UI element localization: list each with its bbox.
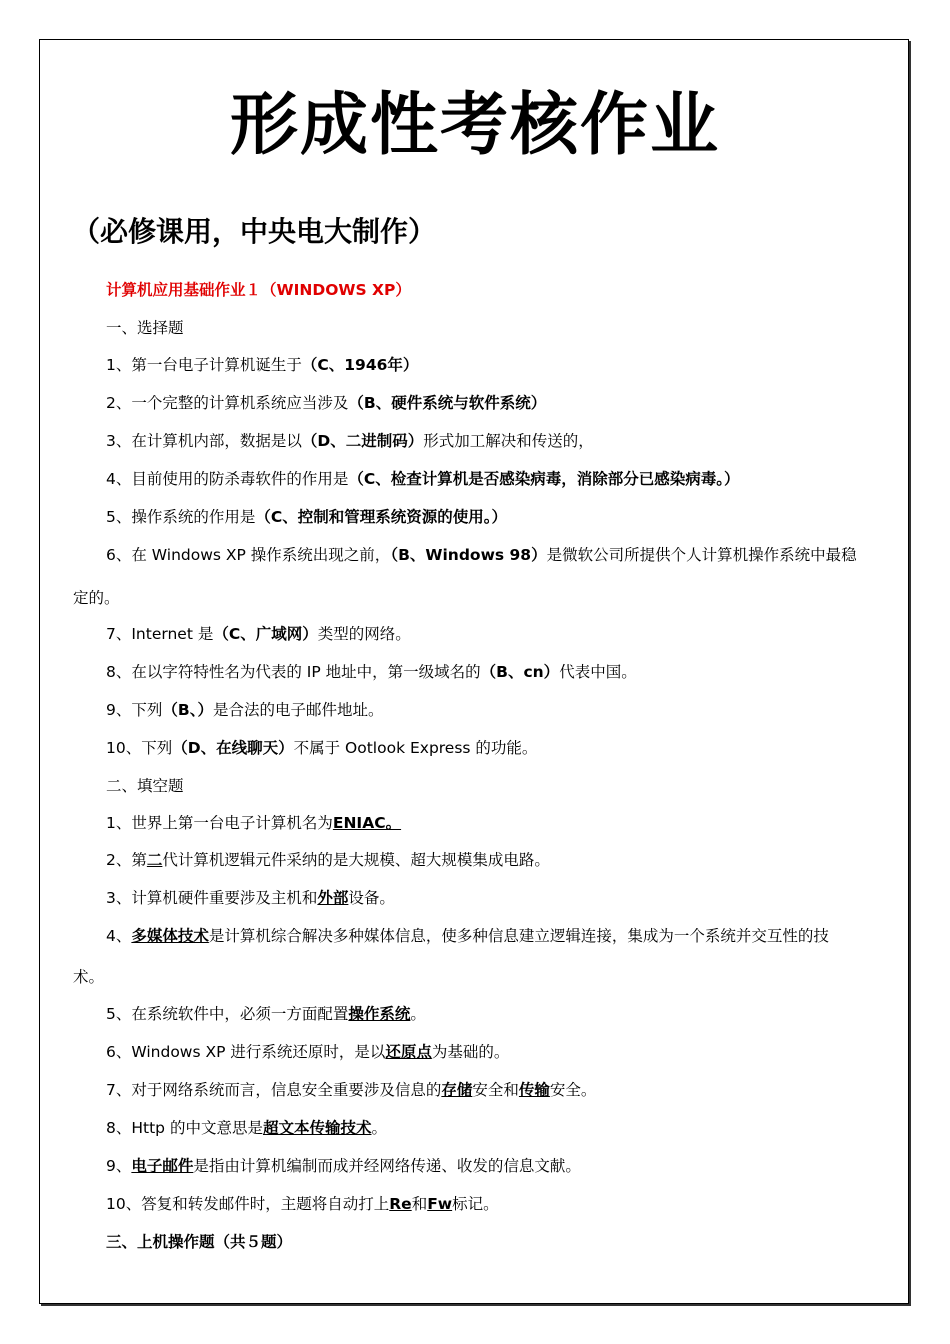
fill-text: 9、: [106, 1157, 132, 1175]
fill-text: 6、Windows XP 进行系统还原时，是以: [106, 1043, 386, 1061]
question-text: 7、Internet 是: [106, 625, 214, 643]
answer: （C、控制和管理系统资源的使用。）: [255, 508, 508, 526]
fill-text-middle: 安全和: [472, 1081, 519, 1099]
question-text-end: 类型的网络。: [317, 625, 411, 643]
fill-8: [106, 1117, 387, 1139]
question-5: [106, 506, 507, 528]
answer: （B、）: [162, 701, 213, 719]
question-text: 3、在计算机内部，数据是以: [106, 432, 302, 450]
fill-text: 10、答复和转发邮件时，主题将自动打上: [106, 1195, 390, 1213]
fill-10: [106, 1193, 499, 1215]
fill-answer-1: 存储: [441, 1081, 473, 1099]
question-8: [106, 661, 637, 683]
fill-answer: 多媒体技术: [131, 927, 209, 945]
question-text-end: 不属于 Ootlook Express 的功能。: [293, 739, 538, 757]
fill-answer-2: 传输: [518, 1081, 550, 1099]
fill-text: 4、: [106, 927, 132, 945]
question-text: 5、操作系统的作用是: [106, 508, 256, 526]
answer: （C、检查计算机是否感染病毒，消除部分已感染病毒。）: [348, 470, 740, 488]
question-text-end: 形式加工解决和传送的，: [423, 432, 594, 450]
fill-text-middle: 和: [411, 1195, 428, 1213]
question-text-end: 是微软公司所提供个人计算机操作系统中最稳: [546, 546, 857, 564]
fill-4-continuation: 术。: [73, 968, 105, 986]
question-text: 2、一个完整的计算机系统应当涉及: [106, 394, 349, 412]
question-text: 8、在以字符特性名为代表的 IP 地址中，第一级域名的: [106, 663, 481, 681]
fill-text: 3、计算机硬件重要涉及主机和: [106, 889, 318, 907]
answer: （C、广域网）: [213, 625, 318, 643]
fill-answer-1: Re: [389, 1195, 412, 1213]
answer: （B、cn）: [480, 663, 560, 681]
fill-text-end: 。: [371, 1119, 387, 1137]
fill-answer: 外部: [317, 889, 349, 907]
fill-text-end: 代计算机逻辑元件采纳的是大规模、超大规模集成电路。: [162, 851, 550, 869]
fill-3: [106, 887, 395, 909]
answer: （B、硬件系统与软件系统）: [348, 394, 547, 412]
answer: （B、Windows 98）: [390, 546, 547, 564]
fill-2: [106, 849, 550, 871]
fill-answer: 还原点: [385, 1043, 432, 1061]
question-text-end: 是合法的电子邮件地址。: [212, 701, 384, 719]
question-text: 1、第一台电子计算机诞生于: [106, 356, 302, 374]
fill-7: [106, 1079, 596, 1101]
answer: （D、在线聊天）: [172, 739, 294, 757]
section1-heading: 一、选择题: [106, 319, 184, 337]
fill-text-end: 。: [410, 1005, 426, 1023]
fill-answer: 操作系统: [348, 1005, 411, 1023]
question-text: 6、在 Windows XP 操作系统出现之前，: [106, 546, 391, 564]
question-9: [106, 699, 383, 721]
fill-text: 7、对于网络系统而言，信息安全重要涉及信息的: [106, 1081, 442, 1099]
question-text-end: 代表中国。: [559, 663, 637, 681]
fill-text: 8、Http 的中文意思是: [106, 1119, 263, 1137]
question-10: [106, 737, 537, 759]
question-text: 10、下列: [106, 739, 173, 757]
fill-answer: 电子邮件: [131, 1157, 194, 1175]
question-6: [106, 544, 857, 566]
fill-text-end: 是指由计算机编制而成并经网络传递、收发的信息文献。: [193, 1157, 581, 1175]
question-text: 4、目前使用的防杀毒软件的作用是: [106, 470, 349, 488]
section3-heading: 三、上机操作题（共５题）: [106, 1233, 293, 1251]
question-1: [106, 354, 418, 376]
fill-answer: 超文本传输技术: [262, 1119, 372, 1137]
fill-text: 2、第: [106, 851, 147, 869]
fill-answer-2: Fw: [427, 1195, 453, 1213]
answer: （D、二进制码）: [301, 432, 424, 450]
fill-text-end: 设备。: [348, 889, 395, 907]
fill-5: [106, 1003, 426, 1025]
fill-text-end: 安全。: [549, 1081, 597, 1099]
assignment-heading: 计算机应用基础作业１（WINDOWS XP）: [106, 281, 411, 299]
page-subtitle: （必修课用，中央电大制作）: [72, 215, 437, 248]
fill-text: 5、在系统软件中，必须一方面配置: [106, 1005, 349, 1023]
section2-heading: 二、填空题: [106, 777, 184, 795]
fill-answer: ENIAC。: [332, 814, 402, 832]
question-4: [106, 468, 740, 490]
fill-text-end: 是计算机综合解决多种媒体信息，使多种信息建立逻辑连接，集成为一个系统并交互性的技: [208, 927, 829, 945]
question-2: [106, 392, 546, 414]
question-3: [106, 430, 594, 452]
fill-6: [106, 1041, 509, 1063]
question-6-continuation: 定的。: [73, 589, 120, 607]
fill-9: [106, 1155, 581, 1177]
fill-4: [106, 925, 829, 947]
question-7: [106, 623, 411, 645]
fill-text: 1、世界上第一台电子计算机名为: [106, 814, 333, 832]
fill-text-end: 为基础的。: [431, 1043, 510, 1061]
fill-text-end: 标记。: [452, 1195, 499, 1213]
question-text: 9、下列: [106, 701, 163, 719]
page-title: 形成性考核作业: [229, 86, 720, 165]
fill-1: [106, 812, 401, 834]
answer: （C、1946年）: [301, 356, 419, 374]
fill-answer: 二: [146, 851, 163, 869]
